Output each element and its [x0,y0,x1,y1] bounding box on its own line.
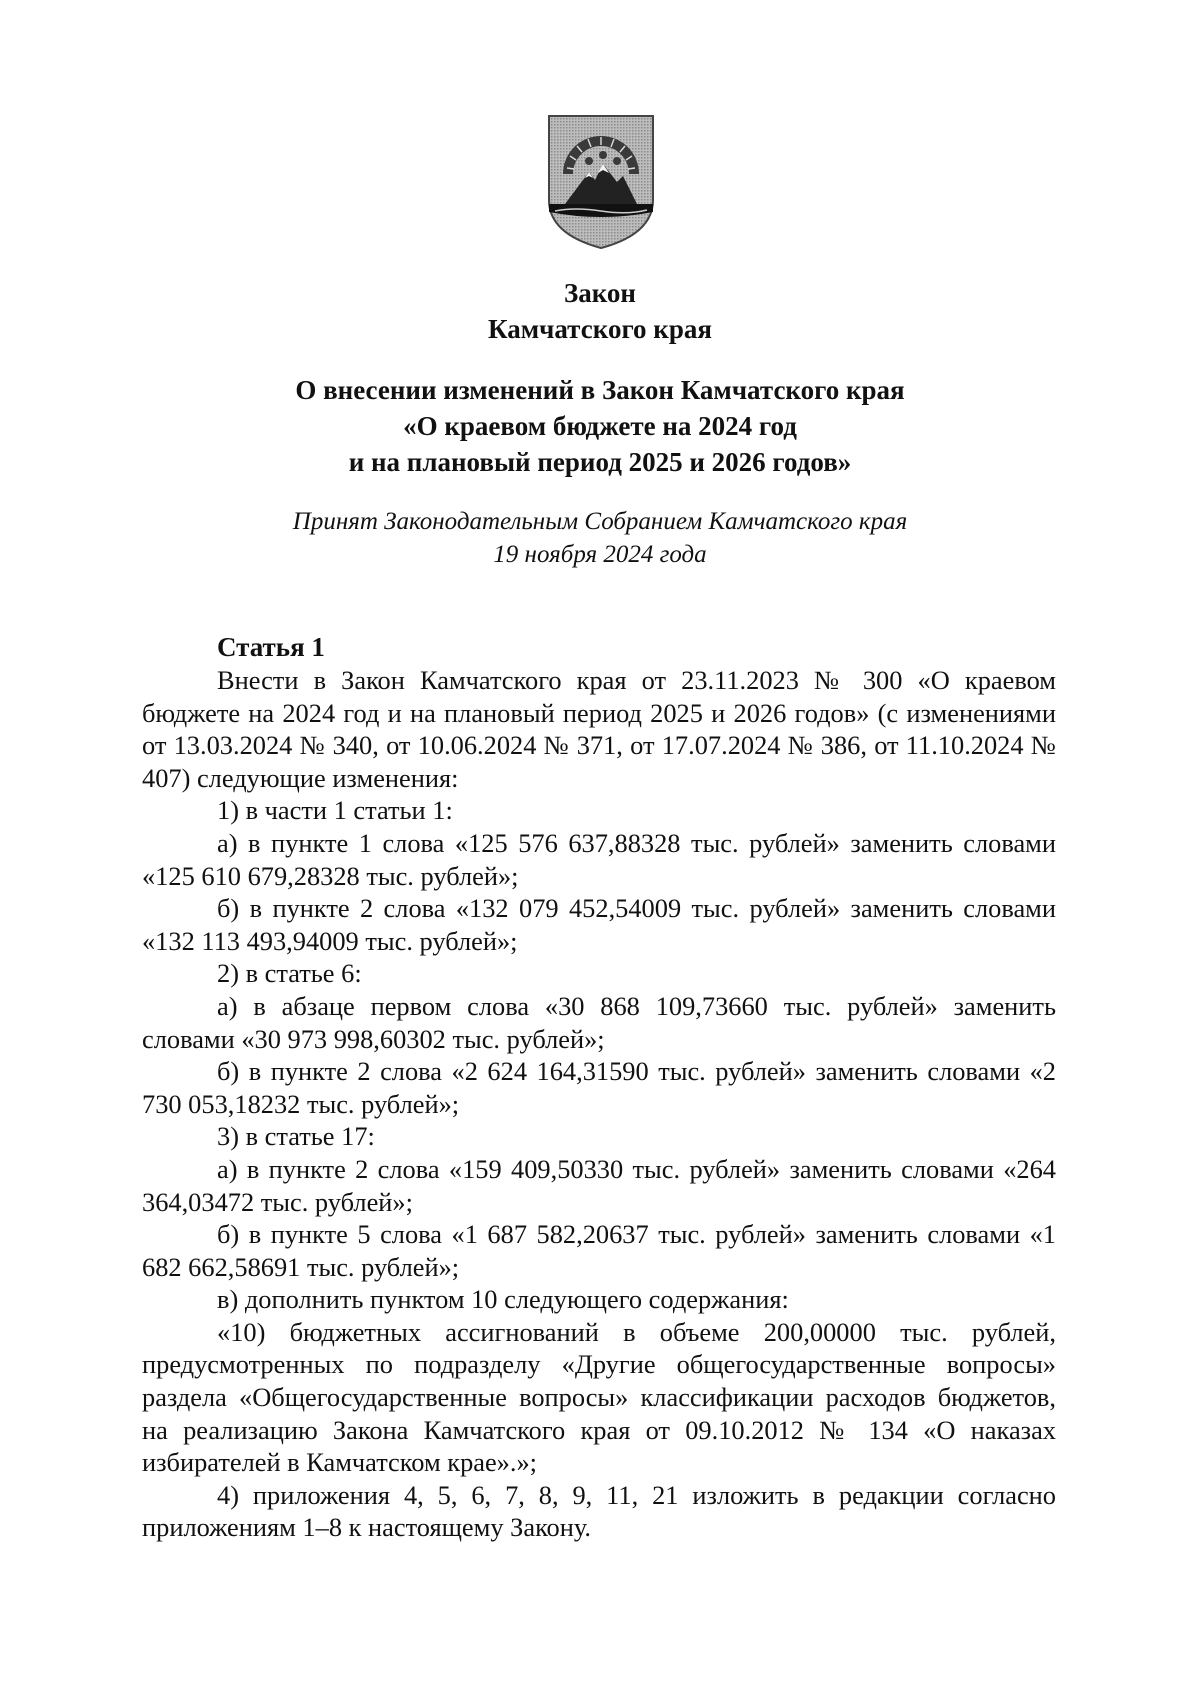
adoption-date: 19 ноября 2024 года [493,541,707,568]
article-paragraph: а) в пункте 1 слова «125 576 637,88328 тыс. рублей» заменить словами «125 610 679,28328 тыс. рублей»; [142,827,1056,891]
law-subject [0,372,1200,480]
article-paragraph: в) дополнить пунктом 10 следующего содержания: [217,1284,789,1315]
article-paragraph: б) в пункте 5 слова «1 687 582,20637 тыс. рублей» заменить словами «1 682 662,58691 тыс. рублей»; [142,1219,1056,1282]
subject-line-2: «О краевом бюджете на 2024 год [403,411,797,441]
adoption-note [0,505,1200,571]
article-paragraph: Внести в Закон Камчатского края от 23.11.2023 № 300 «О краевом бюджете на 2024 год и на плановый период 2025 и 2026 годов» (с изменениями от 13.03.2024 № 340, от 10.06.2024 № 371, от 17.07.2024 № 386, от 11.10.2024 № 407) следующие изменения: [142,665,1056,793]
article-paragraph: б) в пункте 2 слова «132 079 452,54009 тыс. рублей» заменить словами «132 113 493,94009 тыс. рублей»; [142,893,1056,956]
law-title [0,275,1200,347]
article-paragraph: а) в пункте 2 слова «159 409,50330 тыс. рублей» заменить словами «264 364,03472 тыс. рублей»; [142,1153,1056,1217]
article-paragraph: 2) в статье 6: [217,958,362,989]
subject-line-3: и на плановый период 2025 и 2026 годов» [348,447,852,477]
article-paragraph: 3) в статье 17: [217,1121,375,1152]
article-paragraph: а) в абзаце первом слова «30 868 109,73660 тыс. рублей» заменить словами «30 973 998,60302 тыс. рублей»; [142,990,1056,1054]
article-paragraph: 1) в части 1 статьи 1: [217,795,453,826]
article-paragraph: б) в пункте 2 слова «2 624 164,31590 тыс. рублей» заменить словами «2 730 053,18232 тыс. рублей»; [142,1056,1056,1119]
kamchatka-coat-of-arms-icon [545,112,657,252]
article-paragraph: 4) приложения 4, 5, 6, 7, 8, 9, 11, 21 изложить в редакции согласно приложениям 1–8 к настоящему Закону. [142,1479,1056,1543]
subject-line-1: О внесении изменений в Закон Камчатского края [295,375,905,405]
article-heading: Статья 1 [217,632,325,662]
law-label: Закон [563,278,636,308]
adoption-line-1: Принят Законодательным Собранием Камчатского края [292,508,908,535]
article-paragraph: «10) бюджетных ассигнований в объеме 200,00000 тыс. рублей, предусмотренных по подразделу «Другие общегосударственные вопросы» раздела «Общегосударственные вопросы» классификации расходов бюджетов, на реализацию Закона Камчатского края от 09.10.2012 № 134 «О наказах избирателей в Камчатском крае».»; [142,1316,1056,1478]
article-body [142,664,1056,1544]
region-label: Камчатского края [488,314,712,344]
